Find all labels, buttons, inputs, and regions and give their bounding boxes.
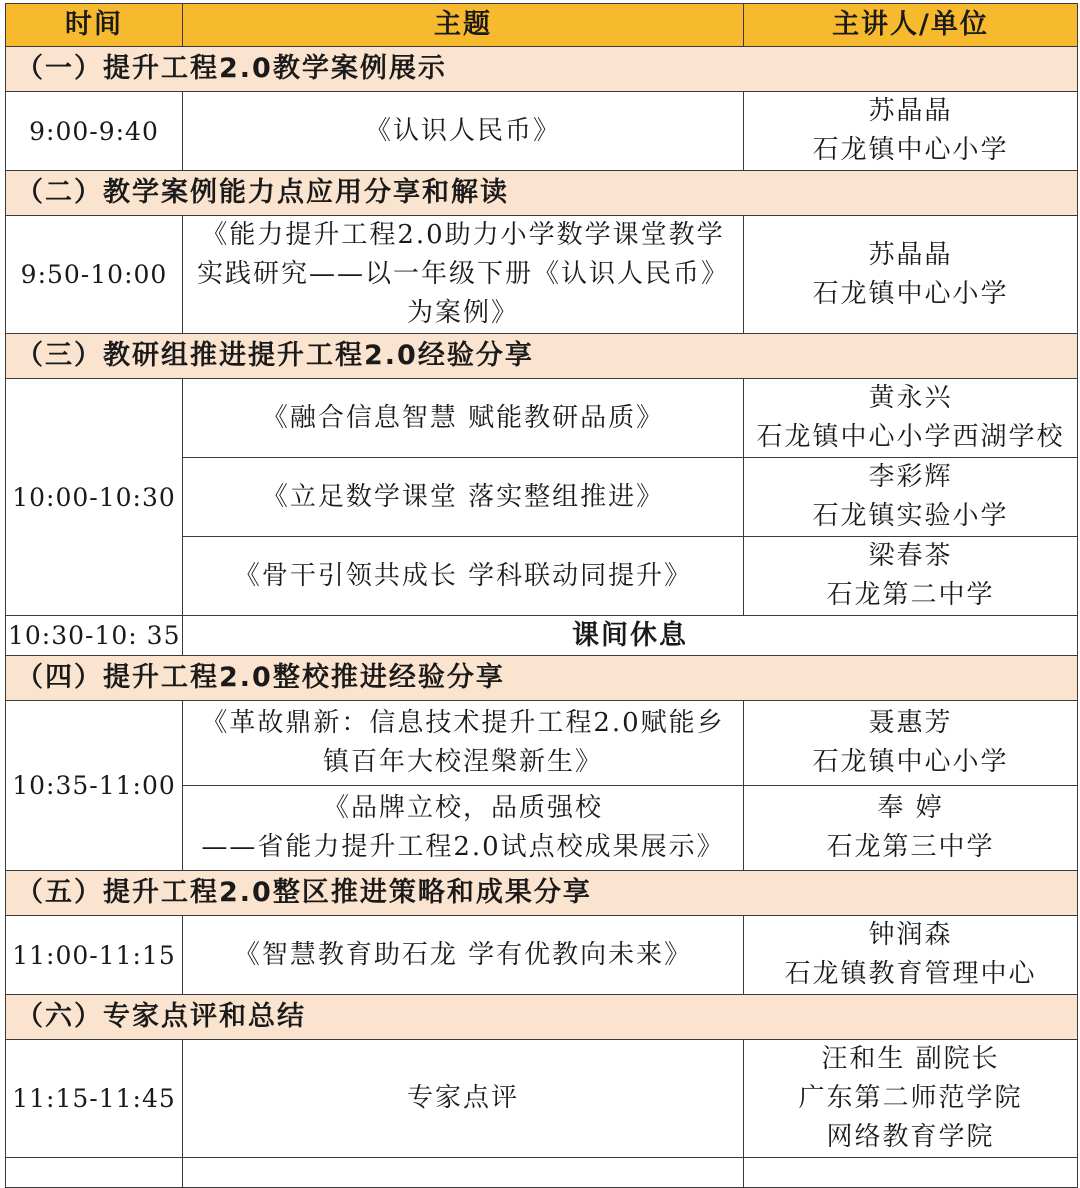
agenda-table: [5, 3, 1078, 1188]
empty-cell: [6, 1158, 183, 1188]
table-row: [6, 379, 1078, 458]
speaker-name: 黄永兴: [868, 383, 953, 413]
speaker-name: 梁春茶: [868, 541, 953, 571]
topic-line: ——省能力提升工程2.0试点校成果展示》: [201, 832, 725, 862]
topic-cell: [183, 216, 744, 334]
break-row: [6, 616, 1078, 656]
topic-line: 《认识人民币》: [364, 115, 561, 146]
topic-line: 实践研究——以一年级下册《认识人民币》: [196, 259, 729, 289]
section-title: （四）提升工程2.0整校推进经验分享: [6, 656, 1078, 701]
time-cell: 10:35-11:00: [6, 701, 183, 871]
speaker-name: 苏晶晶: [868, 96, 953, 126]
topic-line: 镇百年大校涅槃新生》: [322, 747, 603, 777]
speaker-unit: 广东第二师范学院: [798, 1083, 1023, 1113]
topic-line: 《能力提升工程2.0助力小学数学课堂教学: [201, 220, 725, 250]
speaker-cell: [744, 92, 1078, 171]
speaker-name: 汪和生 副院长: [821, 1044, 1000, 1074]
speaker-unit: 石龙第二中学: [826, 580, 995, 610]
speaker-name: 李彩辉: [868, 462, 953, 492]
table-row: [6, 216, 1078, 334]
topic-cell: [183, 701, 744, 786]
speaker-cell: [744, 701, 1078, 786]
speaker-cell: [744, 1040, 1078, 1158]
table-row-cut: [6, 1158, 1078, 1188]
empty-cell: [183, 1158, 744, 1188]
speaker-unit: 石龙镇中心小学: [812, 135, 1009, 165]
header-time: 时间: [6, 4, 183, 47]
header-speaker: 主讲人/单位: [744, 4, 1078, 47]
section-row: [6, 995, 1078, 1040]
time-cell: 9:50-10:00: [6, 216, 183, 334]
section-row: [6, 871, 1078, 916]
header-row: [6, 4, 1078, 47]
section-row: [6, 47, 1078, 92]
topic-line: 《智慧教育助石龙 学有优教向未来》: [233, 939, 693, 970]
topic-line: 《革故鼎新：信息技术提升工程2.0赋能乡: [201, 708, 725, 738]
speaker-cell: [744, 786, 1078, 871]
section-row: [6, 656, 1078, 701]
topic-cell: [183, 916, 744, 995]
speaker-unit: 石龙第三中学: [826, 832, 995, 862]
section-row: [6, 171, 1078, 216]
table-row: [6, 92, 1078, 171]
topic-cell: 《融合信息智慧 赋能教研品质》: [183, 379, 744, 458]
section-title: （五）提升工程2.0整区推进策略和成果分享: [6, 871, 1078, 916]
speaker-cell: [744, 458, 1078, 537]
header-topic: 主题: [183, 4, 744, 47]
empty-cell: [744, 1158, 1078, 1188]
time-cell: 10:00-10:30: [6, 379, 183, 616]
time-cell: 10:30-10: 35: [6, 616, 183, 656]
section-title: （三）教研组推进提升工程2.0经验分享: [6, 334, 1078, 379]
section-title: （一）提升工程2.0教学案例展示: [6, 47, 1078, 92]
topic-cell: [183, 786, 744, 871]
time-cell: 11:00-11:15: [6, 916, 183, 995]
time-cell: 9:00-9:40: [6, 92, 183, 171]
section-title: （六）专家点评和总结: [6, 995, 1078, 1040]
topic-cell: 《立足数学课堂 落实整组推进》: [183, 458, 744, 537]
speaker-unit: 石龙镇中心小学: [812, 278, 1009, 309]
speaker-unit: 石龙镇实验小学: [812, 501, 1009, 531]
table-row: [6, 701, 1078, 786]
topic-line: 为案例》: [406, 298, 519, 328]
speaker-unit: 石龙镇中心小学西湖学校: [756, 422, 1065, 452]
table-row: [6, 1040, 1078, 1158]
speaker-name: 聂惠芳: [868, 708, 953, 738]
speaker-name: 钟润森: [868, 920, 953, 950]
speaker-unit: 石龙镇教育管理中心: [784, 959, 1037, 989]
speaker-name: 奉 婷: [877, 793, 944, 823]
topic-cell: 《骨干引领共成长 学科联动同提升》: [183, 537, 744, 616]
time-cell: 11:15-11:45: [6, 1040, 183, 1158]
speaker-unit: 网络教育学院: [826, 1122, 995, 1152]
topic-line: 专家点评: [406, 1083, 519, 1113]
topic-line: 《品牌立校，品质强校: [322, 793, 603, 823]
break-label: 课间休息: [183, 616, 1078, 656]
section-title: （二）教学案例能力点应用分享和解读: [6, 171, 1078, 216]
speaker-cell: [744, 537, 1078, 616]
speaker-cell: [744, 379, 1078, 458]
speaker-name: 苏晶晶: [868, 239, 953, 270]
topic-cell: [183, 92, 744, 171]
topic-cell: [183, 1040, 744, 1158]
table-row: [6, 916, 1078, 995]
speaker-unit: 石龙镇中心小学: [812, 747, 1009, 777]
section-row: [6, 334, 1078, 379]
speaker-cell: [744, 916, 1078, 995]
speaker-cell: [744, 216, 1078, 334]
